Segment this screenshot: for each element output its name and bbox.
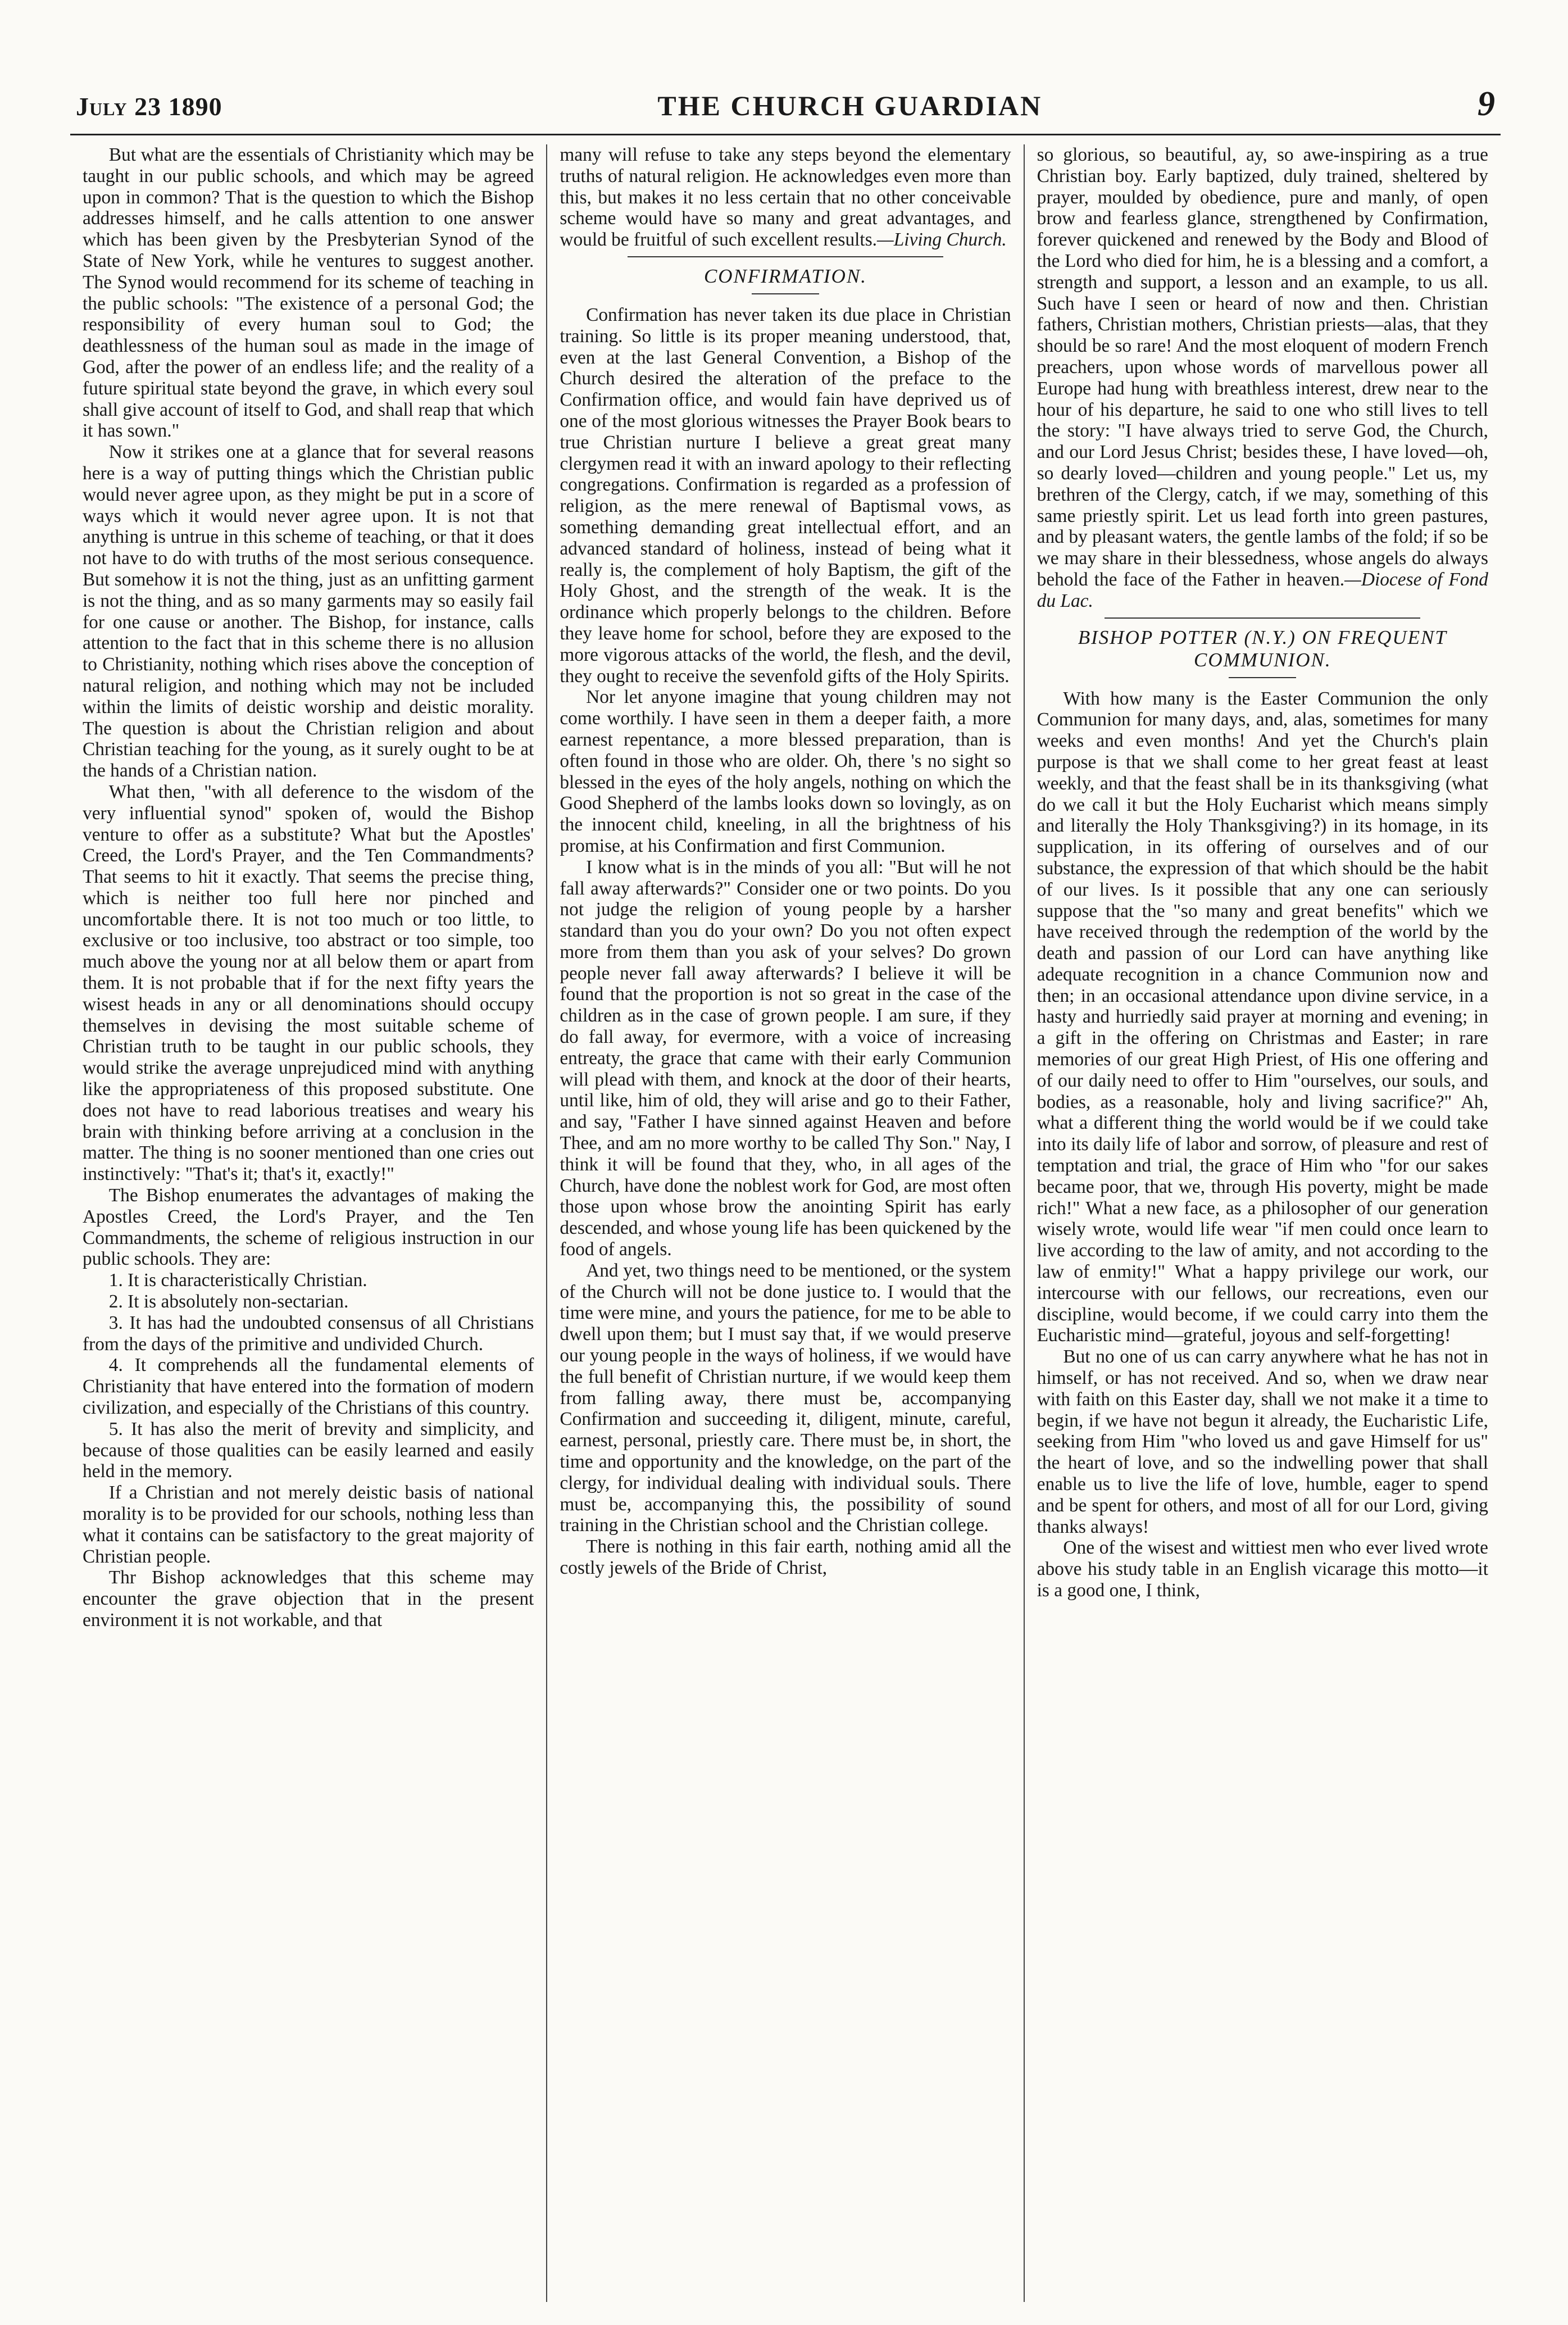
column-1 — [70, 144, 546, 2302]
masthead-title: THE CHURCH GUARDIAN — [657, 90, 1043, 121]
paragraph-text: so glorious, so beautiful, ay, so awe-inspiring as a true Christian boy. Early baptized, duly trained, sheltered by prayer, moulded by obedience, pure and manly, of open brow and fearless glance, strengthened by Confirmation, forever quickened and renewed by the Body and Blood of the Lord who died for him, he is a blessing and a comfort, a strength and support, a lesson and an example, to us all. Such have I seen or heard of now and then. Christian fathers, Christian mothers, Christian priests—alas, that they should be so rare! And the most eloquent of modern French preachers, upon whose words of marvellous power all Europe had hung with breathless interest, drew near to the hour of his departure, he said to one who still lives to tell the story: "I have always tried to serve God, the Church, and our Lord Jesus Christ; besides these, I have loved—oh, so dearly loved—children and young people." Let us, my brethren of the Clergy, catch, if we may, something of this same priestly spirit. Let us lead forth into green pastures, and by pleasant waters, the gentle lambs of the fold; if so be we may share in their blessedness, whose angels do always behold the face of the Father in heaven. — [1037, 144, 1488, 590]
paragraph: Nor let anyone imagine that young children may not come worthily. I have seen in them a deeper faith, a more earnest repentance, a more blessed preparation, than is often found in those who are older. Oh, there 's no sight so blessed in the eyes of the holy angels, nothing on which the Good Shepherd of the lambs looks down so lovingly, as on the innocent child, kneeling, in all the brightness of his promise, at his Confirmation and first Communion. — [560, 687, 1011, 856]
section-divider — [1105, 617, 1420, 619]
page-header — [70, 84, 1501, 135]
paragraph — [1037, 144, 1488, 612]
section-title-bishop-potter: BISHOP POTTER (N.Y.) ON FREQUENT COMMUNION. — [1078, 626, 1447, 671]
list-item: 4. It comprehends all the fundamental elements of Christianity that have entered into the formation of modern civilization, and especially of the Christians of this country. — [83, 1355, 534, 1419]
paragraph: Confirmation has never taken its due place in Christian training. So little is its proper meaning understood, that, even at the last General Convention, a Bishop of the Church desired the alteration of the preface to the Confirmation office, and would fain have deprived us of one of the most glorious witnesses the Prayer Book bears to true Christian nurture I believe a great great many clergymen read it with an inward apology to their reflecting congregations. Confirmation is regarded as a profession of religion, as the mere renewal of Baptismal vows, as something demanding great intellectual effort, and an advanced standard of holiness, instead of being what it really is, the complement of holy Baptism, the gift of the Holy Ghost, and the strength of the weak. It is the ordinance which properly belongs to the children. Before they leave home for school, before they are exposed to the more vigorous attacks of the world, the flesh, and the devil, they ought to receive the sevenfold gifts of the Holy Spirits. — [560, 304, 1011, 687]
list-item: 3. It has had the undoubted consensus of all Christians from the days of the primitive and undivided Church. — [83, 1312, 534, 1355]
article-columns — [70, 144, 1501, 2302]
title-rule — [1229, 677, 1296, 678]
paragraph: Now it strikes one at a glance that for several reasons here is a way of putting things which the Christian public would never agree upon, as they might be put in a score of ways which it would never agree upon. It is not that anything is untrue in this scheme of teaching, or that it does not have to do with truths of the most serious consequence. But somehow it is not the thing, just as an unfitting garment is not the thing, and as so many garments may so easily fail for one cause or another. The Bishop, for instance, calls attention to the fact that in this scheme there is no allusion to Christianity, nothing which rises above the conception of natural religion, and nothing which may not be included within the limits of deistic worship and deistic morality. The question is about the Christian religion and about Christian teaching for the young, as it surely ought to be at the hands of a Christian nation. — [83, 442, 534, 782]
paragraph-text: many will refuse to take any steps beyond the elementary truths of natural religion. He acknowledges even more than this, but makes it no less certain that no other conceivable scheme would have so many and great advantages, and would be fruitful of such excellent results. — [560, 144, 1011, 251]
paragraph: With how many is the Easter Communion the only Communion for many days, and, alas, sometimes for many weeks and even months! And yet the Church's plain purpose is that we shall come to her great feast at least weekly, and that the feast shall be in its thanksgiving (what do we call it but the Holy Eucharist which means simply and literally the Holy Thanksgiving?) in its homage, in its supplication, in its offering of ourselves and of our substance, the expression of that which should be the habit of our lives. Is it possible that any one can seriously suppose that the "so many and great benefits" which we have received through the redemption of the world by the death and passion of our Lord can have anything like adequate recognition in a chance Communion now and then; in an occasional attendance upon divine service, in a hasty and hurriedly said prayer at morning and evening; in a gift in the offering on Christmas and Easter; in rare memories of our great High Priest, of His one offering and of our daily need to offer to Him "ourselves, our souls, and bodies, as a reasonable, holy and living sacrifice?" Ah, what a different thing the world would be if we could take into its daily life of labor and sorrow, of pleasure and rest of temptation and trial, the grace of Him who "for our sakes became poor, that we, through His poverty, might be made rich!" What a new face, as a philosopher of our generation wisely wrote, would life wear "if men could once learn to live according to the law of amity, and not according to the law of enmity!" What a happy privilege our work, our intercourse with our fellows, our recreations, even our discipline, would become, if we could carry into them the Eucharistic mind—grateful, joyous and self-forgetting! — [1037, 688, 1488, 1346]
paragraph: And yet, two things need to be mentioned, or the system of the Church will not be done justice to. I would that the time were mine, and yours the patience, for me to be able to dwell upon them; but I must say that, if we would preserve our young people in the ways of holiness, if we would have the full benefit of Christian nurture, if we would keep them from falling away, there must be, accompanying Confirmation and succeeding it, diligent, minute, careful, earnest, personal, priestly care. There must be, in short, the time and opportunity and the knowledge, on the part of the clergy, for individual dealing with individual souls. There must be, accompanying this, the possibility of sound training in the Christian school and the Christian college. — [560, 1260, 1011, 1536]
paragraph: If a Christian and not merely deistic basis of national morality is to be provided for our schools, nothing less than what it contains can be satisfactory to the great majority of Christian people. — [83, 1482, 534, 1567]
column-3 — [1024, 144, 1501, 2302]
section-divider — [628, 256, 943, 257]
paragraph: The Bishop enumerates the advantages of making the Apostles Creed, the Lord's Prayer, and the Ten Commandments, the scheme of religious instruction in our public schools. They are: — [83, 1185, 534, 1270]
paragraph: Thr Bishop acknowledges that this scheme may encounter the grave objection that in the present environment it is not workable, and that — [83, 1567, 534, 1631]
paragraph: But what are the essentials of Christianity which may be taught in our public schools, and which may be agreed upon in common? That is the question to which the Bishop addresses himself, and he calls attention to one answer which has been given by the Presbyterian Synod of the State of New York, while he ventures to suggest another. The Synod would recommend for its scheme of teaching in the public schools: "The existence of a personal God; the responsibility of every human soul to God; the deathlessness of the human soul as made in the image of God, after the power of an endless life; and the reality of a future spiritual state beyond the grave, in which every soul shall give account of itself to God, and shall reap that which it has sown." — [83, 144, 534, 442]
paragraph: I know what is in the minds of you all: "But will he not fall away afterwards?" Consider one or two points. Do you not judge the religion of young people by a harsher standard than you do your own? Do you not often expect more from them than you ask of your selves? Do grown people never fall away afterwards? I believe it will be found that the proportion is not so great in the case of the children as in the case of grown people. I am sure, if they do fall away, for evermore, with a voice of increasing entreaty, the grace that came with their early Communion will plead with them, and knock at the door of their hearts, until like, him of old, they will arise and go to their Father, and say, "Father I have sinned against Heaven and before Thee, and am no more worthy to be called Thy Son." Nay, I think it will be found that they, who, in all ages of the Church, have done the noblest work for God, are most often those upon whose brow the anointing Spirit has early descended, and whose young life has been quickened by the food of angels. — [560, 856, 1011, 1260]
paragraph — [560, 144, 1011, 251]
page-number: 9 — [1478, 85, 1495, 123]
issue-date: July 23 1890 — [76, 92, 222, 121]
source-attribution: —Diocese of Fond du Lac. — [1037, 569, 1488, 611]
source-attribution: —Living Church. — [877, 229, 1007, 251]
title-rule — [752, 293, 819, 294]
paragraph: One of the wisest and wittiest men who ever lived wrote above his study table in an English vicarage this motto—it is a good one, I think, — [1037, 1537, 1488, 1601]
column-2 — [546, 144, 1023, 2302]
paragraph: There is nothing in this fair earth, nothing amid all the costly jewels of the Bride of Christ, — [560, 1536, 1011, 1578]
paragraph: What then, "with all deference to the wisdom of the very influential synod" spoken of, would the Bishop venture to offer as a substitute? What but the Apostles' Creed, the Lord's Prayer, and the Ten Commandments? That seems to hit it exactly. That seems the precise thing, which is neither too full here nor pinched and uncomfortable there. It is not too much or too little, to exclusive or too inclusive, too abstract or too simple, too much above the young nor at all below them or apart from them. It is not probable that if for the next fifty years the wisest heads in any or all denominations should occupy themselves in devising the most suitable scheme of Christian truth to be taught in our public schools, they would strike the average unprejudiced mind with anything like the appropriateness of this proposed substitute. One does not have to read laborious treatises and weary his brain with thinking before arriving at a conclusion in the matter. The thing is no sooner mentioned than one cries out instinctively: "That's it; that's it, exactly!" — [83, 781, 534, 1185]
paragraph: But no one of us can carry anywhere what he has not in himself, or has not received. And so, when we draw near with faith on this Easter day, shall we not make it a time to begin, if we have not begun it already, the Eucharistic Life, seeking from Him "who loved us and gave Himself for us" the heart of love, and so the indwelling power that shall enable us to live the life of love, humble, eager to spend and be spent for others, and most of all for our Lord, giving thanks always! — [1037, 1346, 1488, 1537]
section-title-confirmation: CONFIRMATION. — [703, 265, 867, 287]
list-item: 5. It has also the merit of brevity and simplicity, and because of those qualities can be easily learned and easily held in the memory. — [83, 1418, 534, 1482]
list-item: 2. It is absolutely non-sectarian. — [108, 1291, 349, 1313]
list-item: 1. It is characteristically Christian. — [108, 1270, 367, 1291]
